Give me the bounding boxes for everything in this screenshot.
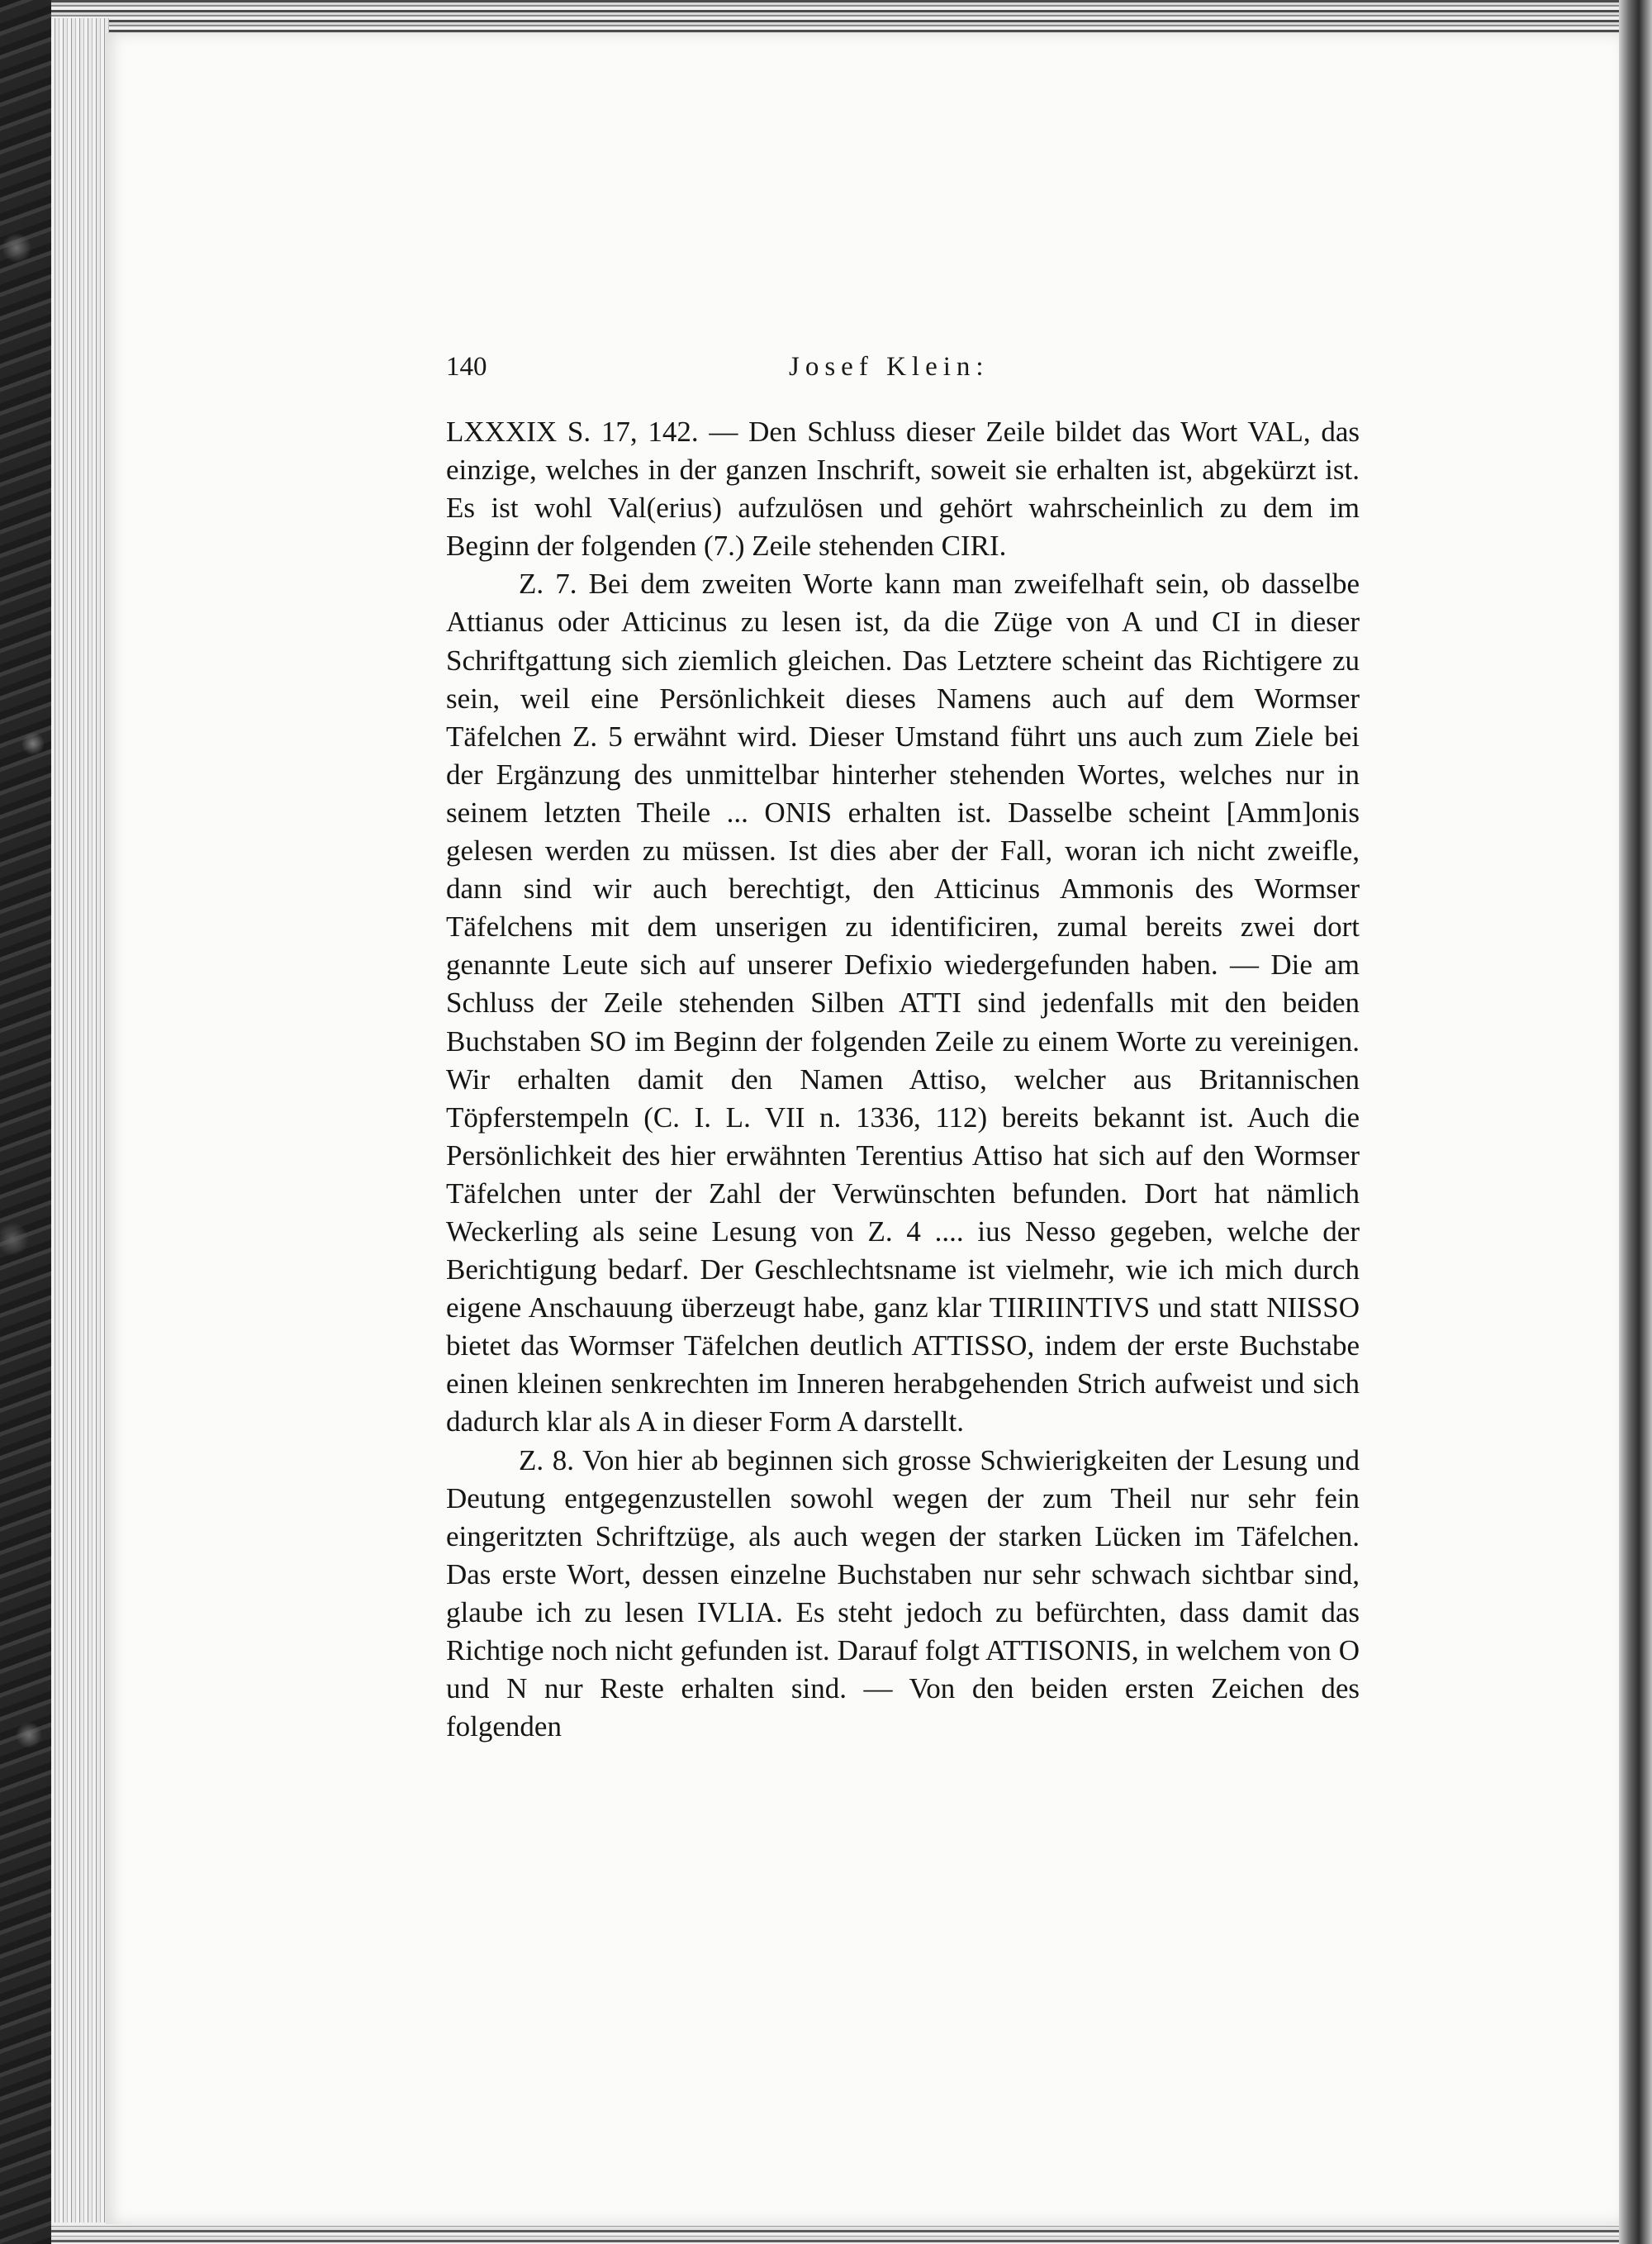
book-fold-right bbox=[1619, 0, 1652, 2244]
running-head: Josef Klein: bbox=[789, 352, 990, 382]
page-number: 140 bbox=[446, 352, 487, 382]
page-edges-bottom bbox=[51, 2223, 1621, 2244]
body-text bbox=[446, 413, 1360, 1746]
paragraph-3: Z. 8. Von hier ab beginnen sich grosse Schwierigkeiten der Lesung und Deutung entgegenzustellen sowohl wegen der zum Theil nur sehr fein eingeritzten Schriftzüge, als auch wegen der starken Lücken im Täfelchen. Das erste Wort, dessen einzelne Buchstaben nur sehr schwach sichtbar sind, glaube ich zu lesen IVLIA. Es steht jedoch zu befürchten, dass damit das Richtige noch nicht gefunden ist. Darauf folgt ATTISONIS, in welchem von O und N nur Reste erhalten sind. — Von den beiden ersten Zeichen des folgenden bbox=[446, 1443, 1360, 1743]
book-binding bbox=[0, 0, 51, 2244]
page-edges-top bbox=[51, 0, 1621, 33]
paragraph-1: LXXXIX S. 17, 142. — Den Schluss dieser Zeile bildet das Wort VAL, das einzige, welches in der ganzen Inschrift, soweit sie erhalten ist, abgekürzt ist. Es ist wohl Val(erius) aufzulösen und gehört wahrscheinlich zu dem im Beginn der folgenden (7.) Zeile stehenden CIRI. bbox=[446, 416, 1360, 563]
page-header bbox=[446, 352, 1360, 393]
paragraph-2: Z. 7. Bei dem zweiten Worte kann man zweifelhaft sein, ob dasselbe Attianus oder Atticinus zu lesen ist, da die Züge von A und CI in dieser Schriftgattung sich ziemlich gleichen. Das Letztere scheint das Richtigere zu sein, weil eine Persönlichkeit dieses Namens auch auf dem Wormser Täfelchen Z. 5 erwähnt wird. Dieser Umstand führt uns auch zum Ziele bei der Ergänzung des unmittelbar hinterher stehenden Wortes, welches nur in seinem letzten Theile ... ONIS erhalten ist. Dasselbe scheint [Amm]onis gelesen werden zu müssen. Ist dies aber der Fall, woran ich nicht zweifle, dann sind wir auch berechtigt, den Atticinus Ammonis des Wormser Täfelchens mit dem unserigen zu identificiren, zumal bereits zwei dort genannte Leute sich auf unserer Defixio wiedergefunden haben. — Die am Schluss der Zeile stehenden Silben ATTI sind jedenfalls mit den beiden Buchstaben SO im Beginn der folgenden Zeile zu einem Worte zu vereinigen. Wir erhalten damit den Namen Attiso, welcher aus Britannischen Töpferstempeln (C. I. L. VII n. 1336, 112) bereits bekannt ist. Auch die Persönlichkeit des hier erwähnten Terentius Attiso hat sich auf den Wormser Täfelchen unter der Zahl der Verwünschten befunden. Dort hat nämlich Weckerling als seine Lesung von Z. 4 .... ius Nesso gegeben, welche der Berichtigung bedarf. Der Geschlechtsname ist vielmehr, wie ich mich durch eigene Anschauung überzeugt habe, ganz klar TIIRIINTIVS und statt NIISSO bietet das Wormser Täfelchen deutlich ATTISSO, indem der erste Buchstabe einen kleinen senkrechten im Inneren herabgehenden Strich aufweist und sich dadurch klar als A in dieser Form A darstellt. bbox=[446, 568, 1360, 1438]
page-edges-left bbox=[51, 18, 109, 2229]
